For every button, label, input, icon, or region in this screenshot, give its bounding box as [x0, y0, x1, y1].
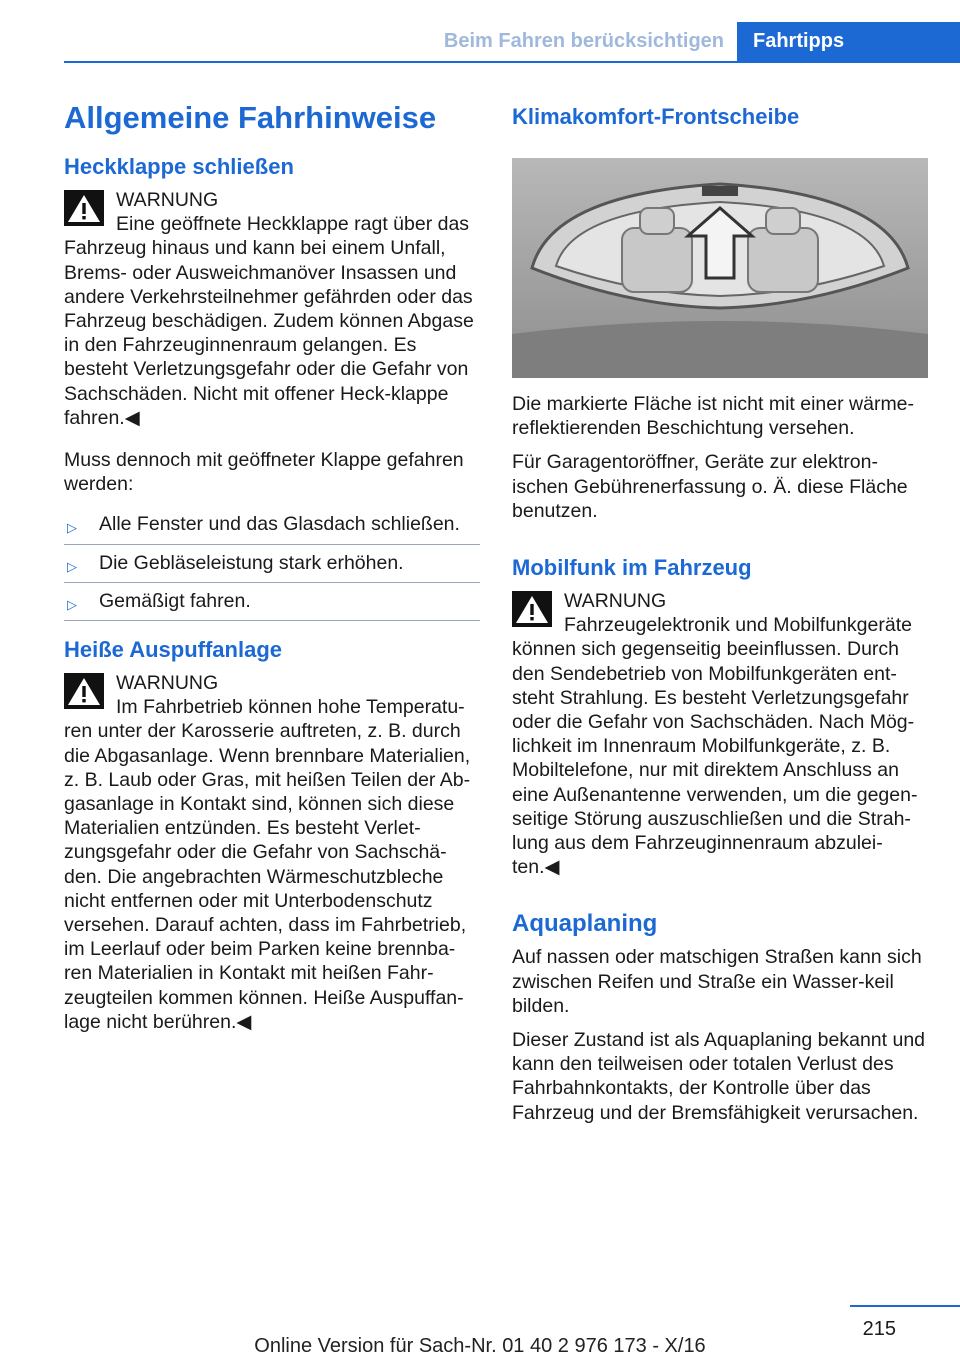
section-heading-mobile: Mobilfunk im Fahrzeug — [512, 555, 752, 581]
list-item: ▷ Alle Fenster und das Glasdach schließen. — [64, 506, 480, 544]
warning-label: WARNUNG — [116, 189, 219, 211]
body-text: Die markierte Fläche ist nicht mit einer wärme‐reflektierenden Beschichtung versehen. — [512, 393, 915, 440]
warning-mobile — [512, 589, 928, 879]
triangle-right-icon: ▷ — [67, 558, 77, 574]
body-text: Muss dennoch mit geöffneter Klappe gefahren werden: — [64, 449, 464, 496]
warning-triangle-icon — [512, 591, 552, 627]
warning-text: Im Fahrbetrieb können hohe Temperatu‐ren unter der Karosserie auftreten, z. B. durch die Abgasanlage. Wenn brennbare Materialien, z. B. Laub oder Gras, mit heißen Teilen der Ab‐gasanlage in Kontakt sind, können sich diese Materialien entzünden. Es besteht Verlet‐zungsgefahr oder die Gefahr von Sachschä‐den. Die angebrachten Wärmeschutzbleche nicht entfernen oder mit Unterbodenschutz versehen. Darauf achten, dass im Fahrbetrieb, im Leerlauf oder beim Parken keine brennba‐ren Materialien in Kontakt mit heißen Fahr‐zeugteilen kommen können. Heiße Auspuffan‐lage nicht berühren.◀ — [64, 696, 471, 1033]
warning-text: Eine geöffnete Heckklappe ragt über das Fahrzeug hinaus und kann bei einem Unfall, Brems- oder Ausweichmanöver Insassen und andere Verkehrsteilnehmer gefährden oder das Fahrzeug beschädigen. Zudem können Abgase in den Fahrzeuginnenraum gelangen. Es besteht Verletzungsgefahr oder die Gefahr von Sachschäden. Nicht mit offener Heck‐klappe fahren.◀ — [64, 213, 474, 429]
warning-label: WARNUNG — [564, 590, 667, 613]
warning-triangle-icon — [64, 190, 104, 226]
triangle-right-icon: ▷ — [67, 596, 77, 612]
warning-label: WARNUNG — [116, 672, 219, 695]
body-text: Für Garagentoröffner, Geräte zur elektron‐ischen Gebührenerfassung o. Ä. diese Fläche benutzen. — [512, 451, 908, 522]
header-rule — [64, 61, 960, 63]
body-text: Dieser Zustand ist als Aquaplaning bekannt und kann den teilweisen oder totalen Verlust des Fahrbahnkontakts, der Kontrolle über das Fahrzeug und der Bremsfähigkeit verursachen. — [512, 1029, 926, 1124]
warning-text: Fahrzeugelektronik und Mobilfunkgeräte können sich gegenseitig beeinflussen. Durch den Sendebetrieb von Mobilfunkgeräten ent‐steht Strahlung. Es besteht Verletzungsgefahr oder die Gefahr von Sachschäden. Nach Mög‐lichkeit im Innenraum Mobilfunkgeräte, z. B. Mobiltelefone, nur mit direktem Anschluss an eine Außenantenne verwenden, um die gegen‐seitige Störung auszuschließen und die Strah‐lung aus dem Fahrzeuginnenraum abzulei‐ten.◀ — [512, 614, 918, 879]
online-version-note: Online Version für Sach-Nr. 01 40 2 976 173 - X/16 — [254, 1335, 706, 1357]
page-number-rule — [850, 1305, 960, 1307]
running-header-tab: Fahrtipps — [737, 22, 960, 63]
running-header-section: Beim Fahren berücksichtigen — [443, 30, 724, 52]
section-heading-climate: Klimakomfort-Frontscheibe — [512, 104, 800, 129]
body-text: Auf nassen oder matschigen Straßen kann sich zwischen Reifen und Straße ein Wasser‐keil bilden. — [512, 946, 922, 1017]
page-number: 215 — [862, 1318, 896, 1340]
section-heading-tailgate: Heckklappe schließen — [64, 154, 294, 179]
windshield-photo — [512, 158, 928, 378]
left-column — [64, 98, 480, 1052]
warning-exhaust — [64, 671, 480, 1034]
bullet-list — [64, 506, 480, 621]
list-item: ▷ Die Gebläseleistung stark erhöhen. — [64, 545, 480, 583]
right-column — [512, 98, 928, 1135]
page-title: Allgemeine Fahrhinweise — [64, 100, 437, 135]
triangle-right-icon: ▷ — [67, 520, 77, 536]
warning-tailgate — [64, 188, 480, 430]
list-item: ▷ Gemäßigt fahren. — [64, 583, 480, 621]
section-heading-exhaust: Heiße Auspuffanlage — [64, 637, 282, 663]
warning-triangle-icon — [64, 673, 104, 709]
section-heading-aquaplaning: Aquaplaning — [512, 910, 658, 938]
